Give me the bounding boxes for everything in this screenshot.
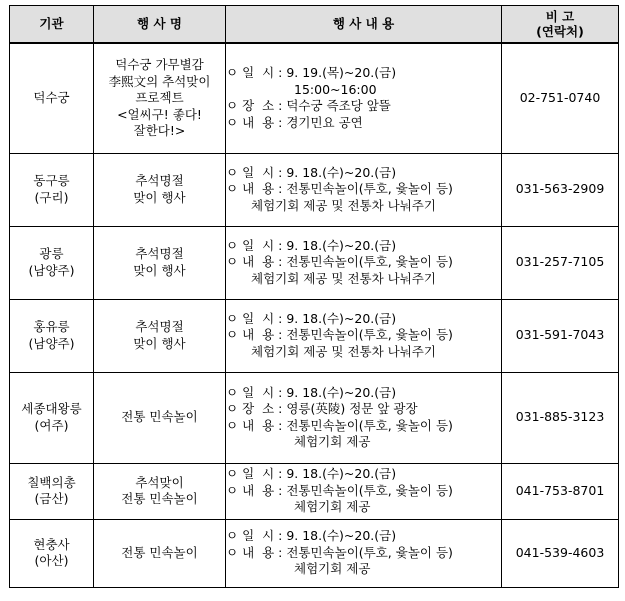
detail-continuation: 체험기회 제공 및 전통차 나눠주기 (251, 270, 436, 286)
event-line: 전통 민속놀이 (121, 544, 198, 560)
org-line: (금산) (34, 491, 69, 506)
event-line: 추석맞이 (135, 474, 184, 490)
table-row (10, 226, 619, 299)
detail-line (226, 311, 501, 328)
detail-text: 장 소 : 영릉(英陵) 정문 앞 광장 (242, 401, 418, 416)
detail-continuation: 체험기회 제공 및 전통차 나눠주기 (251, 197, 436, 213)
contact-cell: 02-751-0740 (502, 43, 619, 153)
bullet-marker: ㅇ (226, 164, 239, 180)
bullet-marker: ㅇ (226, 384, 239, 400)
detail-text: 장 소 : 덕수궁 즉조당 앞뜰 (242, 98, 391, 114)
org-cell (10, 153, 94, 226)
bullet-marker: ㅇ (226, 544, 239, 560)
contact-cell: 031-885-3123 (502, 372, 619, 463)
contact-cell: 041-753-8701 (502, 463, 619, 519)
detail-continuation: 체험기회 제공 (294, 434, 371, 449)
header-note-line1: 비 고 (545, 9, 575, 24)
detail-text: 일 시 : 9. 18.(수)~20.(금) (242, 466, 397, 482)
event-line: <얼씨구! 좋다! (117, 106, 202, 122)
detail-cell (226, 43, 502, 153)
detail-cell (226, 299, 502, 372)
contact-cell: 031-257-7105 (502, 226, 619, 299)
bullet-marker: ㅇ (226, 401, 239, 416)
bullet-marker: ㅇ (226, 114, 239, 130)
bullet-marker: ㅇ (226, 181, 239, 197)
table-row (10, 519, 619, 587)
detail-line (226, 181, 501, 198)
event-cell (94, 463, 226, 519)
event-line: 맞이 행사 (133, 262, 186, 278)
org-line: 동구릉 (33, 173, 70, 188)
detail-text: 내 용 : 전통민속놀이(투호, 윷놀이 등) (242, 327, 453, 343)
detail-line (226, 165, 501, 182)
org-line: (여주) (34, 417, 69, 433)
table-row (10, 43, 619, 153)
org-line: (아산) (34, 553, 69, 568)
detail-text: 일 시 : 9. 18.(수)~20.(금) (242, 164, 397, 180)
detail-line (226, 65, 501, 82)
detail-line (226, 238, 501, 255)
detail-cell (226, 153, 502, 226)
detail-text: 내 용 : 전통민속놀이(투호, 윷놀이 등) (242, 181, 453, 197)
event-line: 전통 민속놀이 (121, 409, 198, 425)
org-line: 세종대왕릉 (21, 401, 82, 416)
detail-line (226, 545, 501, 562)
detail-line (226, 385, 501, 402)
detail-line (226, 98, 501, 115)
detail-text: 내 용 : 전통민속놀이(투호, 윷놀이 등) (242, 254, 453, 270)
event-cell (94, 372, 226, 463)
event-line: 추석명절 (135, 319, 184, 334)
event-line: 전통 민속놀이 (121, 491, 198, 506)
detail-text: 일 시 : 9. 18.(수)~20.(금) (242, 237, 397, 253)
table-row (10, 153, 619, 226)
detail-line (226, 115, 501, 132)
table-row (10, 463, 619, 519)
detail-continuation: 체험기회 제공 (294, 499, 371, 515)
bullet-marker: ㅇ (226, 466, 239, 482)
contact-cell: 041-539-4603 (502, 519, 619, 587)
org-cell (10, 463, 94, 519)
table-row (10, 372, 619, 463)
header-event: 행 사 명 (94, 6, 226, 44)
detail-text: 일 시 : 9. 18.(수)~20.(금) (242, 310, 397, 326)
detail-text: 일 시 : 9. 18.(수)~20.(금) (242, 384, 397, 400)
event-line: 추석명절 (135, 173, 184, 188)
header-detail: 행 사 내 용 (226, 6, 502, 44)
detail-line (226, 401, 501, 418)
detail-line (226, 483, 501, 500)
detail-line (226, 466, 501, 483)
detail-cell (226, 226, 502, 299)
header-note-line2: (연락처) (536, 24, 584, 39)
header-org: 기관 (10, 6, 94, 44)
detail-cell (226, 519, 502, 587)
detail-text: 내 용 : 전통민속놀이(투호, 윷놀이 등) (242, 482, 453, 498)
bullet-marker: ㅇ (226, 237, 239, 253)
header-row (10, 6, 619, 44)
org-line: (구리) (34, 189, 69, 205)
detail-text: 내 용 : 전통민속놀이(투호, 윷놀이 등) (242, 417, 453, 433)
detail-line (226, 254, 501, 271)
bullet-marker: ㅇ (226, 482, 239, 498)
bullet-marker: ㅇ (226, 254, 239, 270)
org-line: 홍유릉 (33, 319, 70, 334)
event-line: 잘한다!> (133, 123, 186, 138)
table-row (10, 299, 619, 372)
header-note (502, 6, 619, 44)
event-cell (94, 519, 226, 587)
bullet-marker: ㅇ (226, 528, 239, 544)
org-cell (10, 43, 94, 153)
detail-line (226, 418, 501, 435)
org-line: 현충사 (33, 536, 70, 552)
org-cell (10, 299, 94, 372)
org-cell (10, 372, 94, 463)
org-line: 덕수궁 (33, 90, 70, 105)
org-cell (10, 226, 94, 299)
event-line: 추석명절 (135, 246, 184, 261)
event-line: 프로젝트 (135, 90, 184, 105)
event-line: 맞이 행사 (133, 189, 186, 205)
detail-line (226, 327, 501, 344)
event-cell (94, 299, 226, 372)
detail-text: 내 용 : 전통민속놀이(투호, 윷놀이 등) (242, 544, 453, 560)
detail-line (226, 528, 501, 545)
bullet-marker: ㅇ (226, 417, 239, 433)
org-line: 광릉 (39, 246, 64, 261)
org-line: (남양주) (28, 335, 75, 351)
event-line: 덕수궁 가무별감 (115, 57, 204, 72)
detail-continuation: 15:00~16:00 (294, 81, 377, 97)
bullet-marker: ㅇ (226, 327, 239, 343)
detail-cell (226, 463, 502, 519)
detail-text: 내 용 : 경기민요 공연 (242, 114, 363, 130)
detail-text: 일 시 : 9. 19.(목)~20.(금) (242, 65, 397, 81)
detail-continuation: 체험기회 제공 (294, 561, 371, 577)
event-cell (94, 226, 226, 299)
events-table (9, 5, 619, 588)
event-cell (94, 153, 226, 226)
bullet-marker: ㅇ (226, 65, 239, 81)
org-cell (10, 519, 94, 587)
bullet-marker: ㅇ (226, 310, 239, 326)
org-line: (남양주) (28, 262, 75, 278)
bullet-marker: ㅇ (226, 98, 239, 114)
event-line: 李熙文의 추석맞이 (108, 73, 211, 89)
event-line: 맞이 행사 (133, 335, 186, 351)
detail-text: 일 시 : 9. 18.(수)~20.(금) (242, 528, 397, 544)
detail-cell (226, 372, 502, 463)
event-cell (94, 43, 226, 153)
org-line: 칠백의총 (27, 474, 76, 490)
contact-cell: 031-591-7043 (502, 299, 619, 372)
contact-cell: 031-563-2909 (502, 153, 619, 226)
detail-continuation: 체험기회 제공 및 전통차 나눠주기 (251, 343, 436, 359)
